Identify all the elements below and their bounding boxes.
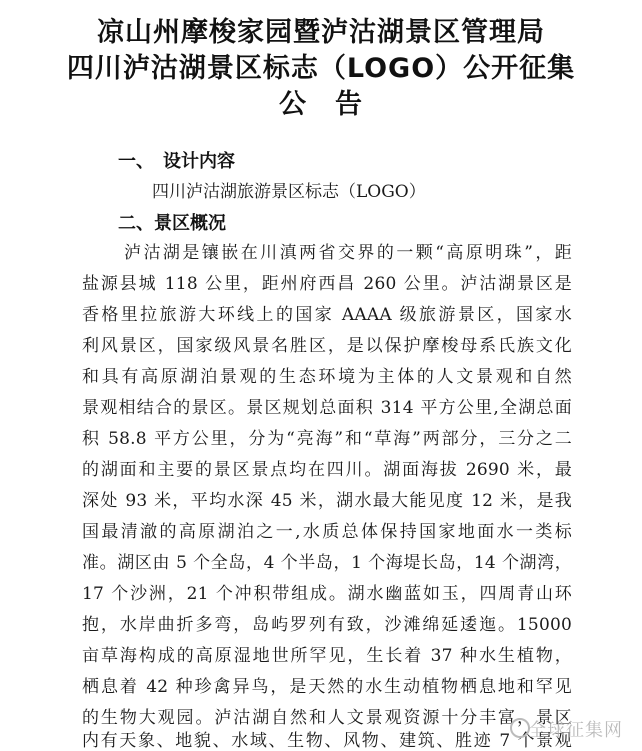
watermark: 全球征集网 xyxy=(528,720,623,741)
body-line: 抱，水岸曲折多弯，岛屿罗列有致，沙滩绵延逶迤。15000 xyxy=(82,615,572,635)
body-line: 利风景区，国家级风景名胜区，是以保护摩梭母系氏族文化 xyxy=(82,336,572,356)
body-line: 国最清澈的高原湖泊之一,水质总体保持国家地面水一类标 xyxy=(82,522,572,542)
title-line-1: 凉山州摩梭家园暨泸沽湖景区管理局 xyxy=(97,17,545,48)
title-line-2: 四川泸沽湖景区标志（LOGO）公开征集 xyxy=(66,53,576,84)
section-1-heading: 一、 设计内容 xyxy=(118,151,235,172)
body-line: 栖息着 42 种珍禽异鸟，是天然的水生动植物栖息地和罕见 xyxy=(82,677,572,697)
watermark-logo-icon xyxy=(510,718,530,738)
section-1-content: 四川泸沽湖旅游景区标志（LOGO） xyxy=(152,182,426,202)
body-line: 亩草海构成的高原湿地世所罕见，生长着 37 种水生植物， xyxy=(82,646,572,666)
body-line: 泸沽湖是镶嵌在川滇两省交界的一颗“高原明珠”，距 xyxy=(124,243,572,263)
body-line: 内有天象、地貌、水域、生物、风物、建筑、胜迹 7 个景观 xyxy=(82,731,572,751)
title-line-3: 公 告 xyxy=(279,89,363,120)
body-line: 的湖面和主要的景区景点均在四川。湖面海拔 2690 米，最 xyxy=(82,460,572,480)
body-line: 积 58.8 平方公里，分为“亮海”和“草海”两部分，三分之二 xyxy=(82,429,572,449)
body-line: 准。湖区由 5 个全岛，4 个半岛，1 个海堤长岛，14 个湖湾， xyxy=(82,553,572,573)
body-line: 盐源县城 118 公里，距州府西昌 260 公里。泸沽湖景区是 xyxy=(82,274,572,294)
body-line: 17 个沙洲，21 个冲积带组成。湖水幽蓝如玉，四周青山环 xyxy=(82,584,572,604)
body-line: 的生物大观园。泸沽湖自然和人文景观资源十分丰富，景区 xyxy=(82,708,572,728)
section-2-heading: 二、景区概况 xyxy=(118,213,226,234)
body-line: 景观相结合的景区。景区规划总面积 314 平方公里,全湖总面 xyxy=(82,398,572,418)
body-line: 深处 93 米，平均水深 45 米，湖水最大能见度 12 米，是我 xyxy=(82,491,572,511)
body-line: 香格里拉旅游大环线上的国家 AAAA 级旅游景区，国家水 xyxy=(82,305,572,325)
body-line: 和具有高原湖泊景观的生态环境为主体的人文景观和自然 xyxy=(82,367,572,387)
